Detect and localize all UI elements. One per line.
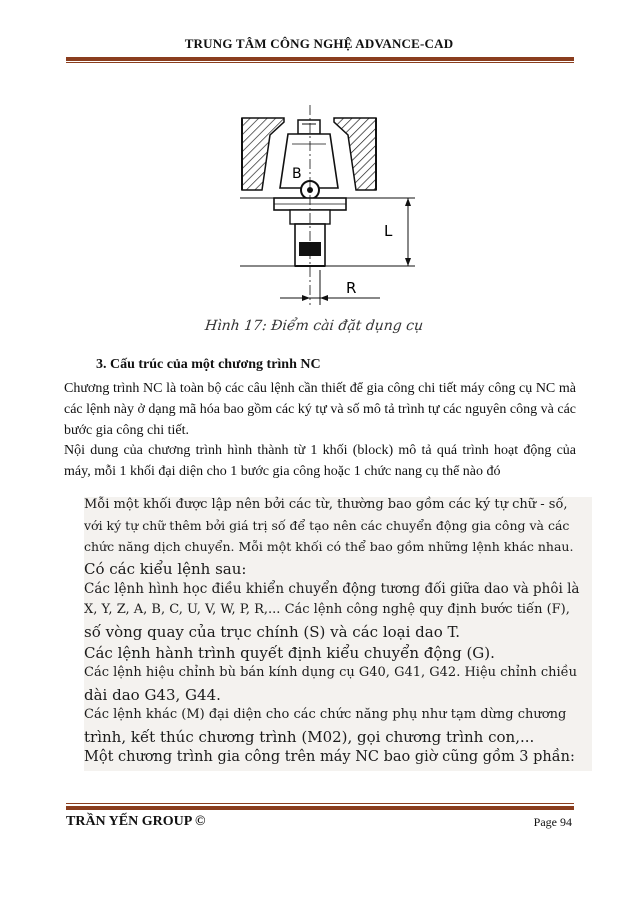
scanned-line: số vòng quay của trục chính (S) và các loại dao T. xyxy=(84,623,461,641)
label-b: B xyxy=(292,166,302,182)
scanned-line: trình, kết thúc chương trình (M02), gọi chương trình con,... xyxy=(84,728,535,746)
tool-setting-figure xyxy=(200,100,482,348)
footer-brand: TRẦN YẾN GROUP © xyxy=(66,814,206,829)
header-rule-thin xyxy=(66,62,574,63)
label-r: R xyxy=(346,279,357,297)
scanned-line: Các lệnh hiệu chỉnh bù bán kính dụng cụ G40, G41, G42. Hiệu chỉnh chiều xyxy=(84,665,578,680)
figure-caption: Hình 17: Điểm cài đặt dụng cụ xyxy=(204,318,424,334)
scanned-line: chức năng dịch chuyển. Mỗi một khối có thể bao gồm những lệnh khác nhau. xyxy=(84,539,574,554)
header-rule xyxy=(66,57,574,61)
tool-diagram xyxy=(200,100,482,348)
scanned-text-block xyxy=(84,497,592,771)
footer-rule xyxy=(66,806,574,810)
scanned-line: X, Y, Z, A, B, C, U, V, W, P, R,... Các lệnh công nghệ quy định bước tiến (F), xyxy=(84,602,570,617)
scanned-line: dài dao G43, G44. xyxy=(84,686,221,704)
scanned-line: Các lệnh hình học điều khiển chuyển động tương đối giữa dao và phôi là xyxy=(84,581,580,597)
footer-rule-thin xyxy=(66,803,574,804)
scanned-line: Các lệnh hành trình quyết định kiểu chuyển động (G). xyxy=(84,644,495,662)
section-heading: 3. Cấu trúc của một chương trình NC xyxy=(96,357,321,372)
scanned-line: với ký tự chữ thêm bởi giá trị số để tạo nên các chuyển động gia công và các xyxy=(84,518,570,533)
scanned-line: Có các kiểu lệnh sau: xyxy=(84,560,247,578)
page-number: Page 94 xyxy=(533,815,572,829)
paragraph-1: Chương trình NC là toàn bộ các câu lệnh cần thiết để gia công chi tiết máy công cụ NC mà các lệnh này ở dạng mã hóa bao gồm các ký tự và số mô tả trình tự các nguyên công và các bước gia công chi tiết. xyxy=(64,381,576,438)
scanned-line: Mỗi một khối được lập nên bởi các từ, thường bao gồm các ký tự chữ - số, xyxy=(84,497,568,512)
scanned-line: Các lệnh khác (M) đại diện cho các chức năng phụ như tạm dừng chương xyxy=(84,707,567,722)
label-l: L xyxy=(384,222,393,240)
paragraph-2: Nội dung của chương trình hình thành từ 1 khối (block) mô tả quá trình hoạt động của máy, mỗi 1 khối đại diện cho 1 bước gia công hoặc 1 chức nang cụ thể nào đó xyxy=(64,443,576,479)
page-header-title: TRUNG TÂM CÔNG NGHỆ ADVANCE-CAD xyxy=(184,36,454,51)
scanned-line: Một chương trình gia công trên máy NC bao giờ cũng gồm 3 phần: xyxy=(84,749,575,765)
